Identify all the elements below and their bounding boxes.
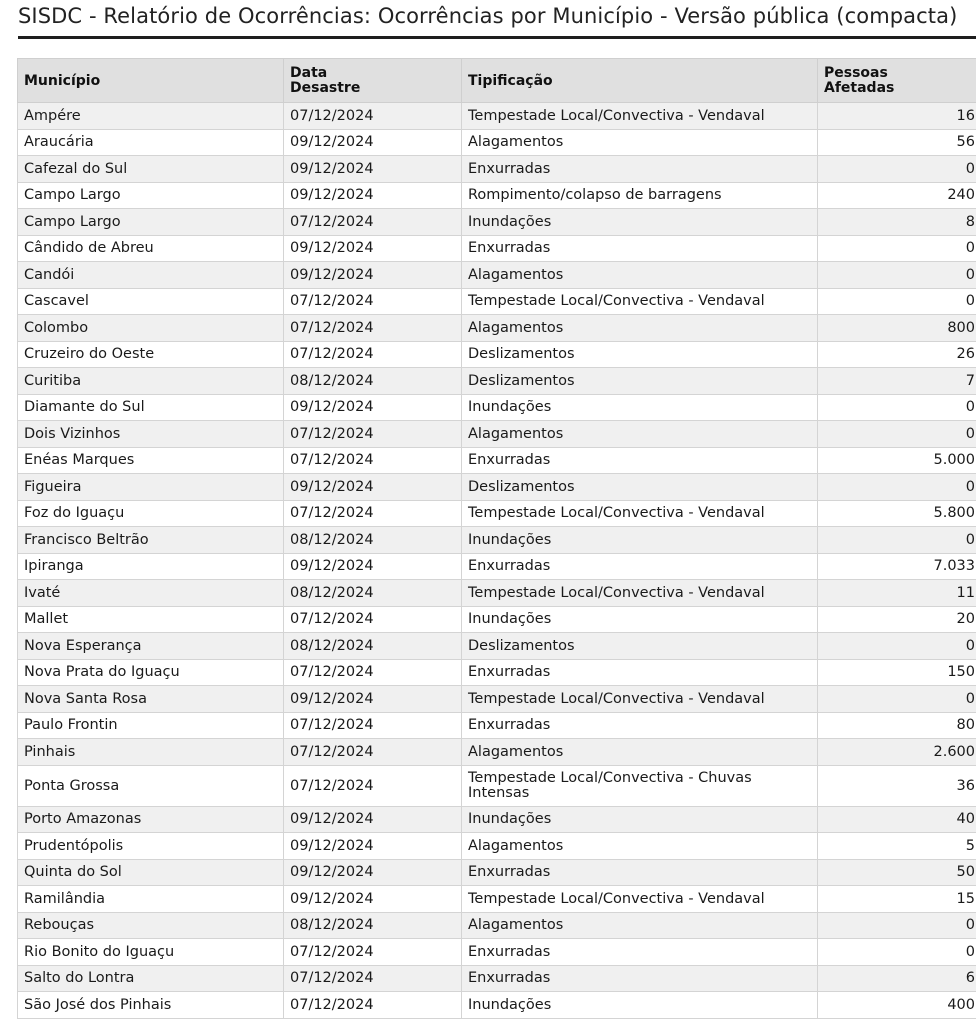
cell-tipificacao: Tempestade Local/Convectiva - Vendaval	[462, 288, 818, 315]
cell-pessoas: 0	[818, 939, 976, 966]
cell-pessoas: 0	[818, 421, 976, 448]
table-row	[18, 421, 976, 448]
cell-pessoas: 2.600	[818, 739, 976, 766]
table-body	[18, 103, 976, 1019]
table-row	[18, 859, 976, 886]
header-pessoas-line2: Afetadas	[824, 80, 895, 96]
cell-tipificacao: Inundações	[462, 992, 818, 1019]
table-header-row	[18, 59, 976, 103]
cell-tipificacao: Enxurradas	[462, 712, 818, 739]
cell-data: 07/12/2024	[284, 965, 462, 992]
cell-data: 07/12/2024	[284, 288, 462, 315]
cell-pessoas: 5.800	[818, 500, 976, 527]
cell-tipificacao: Inundações	[462, 806, 818, 833]
cell-data: 07/12/2024	[284, 606, 462, 633]
cell-municipio: Cândido de Abreu	[18, 235, 284, 262]
cell-municipio: Araucária	[18, 129, 284, 156]
cell-municipio: Colombo	[18, 315, 284, 342]
table-row	[18, 806, 976, 833]
cell-municipio: Salto do Lontra	[18, 965, 284, 992]
table-row	[18, 474, 976, 501]
table-row	[18, 315, 976, 342]
cell-pessoas: 40	[818, 806, 976, 833]
table-row	[18, 103, 976, 130]
cell-pessoas: 0	[818, 394, 976, 421]
cell-municipio: Diamante do Sul	[18, 394, 284, 421]
table-row	[18, 553, 976, 580]
cell-municipio: Cascavel	[18, 288, 284, 315]
cell-pessoas: 80	[818, 712, 976, 739]
table-row	[18, 992, 976, 1019]
cell-pessoas: 400	[818, 992, 976, 1019]
table-row	[18, 500, 976, 527]
cell-tipificacao: Enxurradas	[462, 447, 818, 474]
cell-tipificacao: Inundações	[462, 527, 818, 554]
table-row	[18, 368, 976, 395]
cell-data: 07/12/2024	[284, 421, 462, 448]
cell-data: 07/12/2024	[284, 447, 462, 474]
table-row	[18, 527, 976, 554]
table-row	[18, 262, 976, 289]
cell-municipio: Nova Santa Rosa	[18, 686, 284, 713]
cell-pessoas: 0	[818, 686, 976, 713]
cell-data: 09/12/2024	[284, 394, 462, 421]
table-row	[18, 156, 976, 183]
cell-pessoas: 50	[818, 859, 976, 886]
cell-pessoas: 0	[818, 262, 976, 289]
cell-data: 09/12/2024	[284, 859, 462, 886]
title-divider	[18, 36, 976, 39]
cell-data: 09/12/2024	[284, 553, 462, 580]
cell-pessoas: 56	[818, 129, 976, 156]
cell-data: 07/12/2024	[284, 939, 462, 966]
table-row	[18, 739, 976, 766]
cell-municipio: Candói	[18, 262, 284, 289]
cell-pessoas: 240	[818, 182, 976, 209]
cell-data: 08/12/2024	[284, 368, 462, 395]
cell-pessoas: 0	[818, 156, 976, 183]
header-pessoas-afetadas	[818, 59, 976, 103]
header-data-line1: Data	[290, 65, 328, 81]
cell-tipificacao: Rompimento/colapso de barragens	[462, 182, 818, 209]
cell-tipificacao: Inundações	[462, 394, 818, 421]
cell-tipificacao: Alagamentos	[462, 129, 818, 156]
cell-municipio: Cafezal do Sul	[18, 156, 284, 183]
cell-municipio: Porto Amazonas	[18, 806, 284, 833]
cell-pessoas: 26	[818, 341, 976, 368]
cell-tipificacao: Inundações	[462, 606, 818, 633]
cell-pessoas: 7.033	[818, 553, 976, 580]
cell-tipificacao: Deslizamentos	[462, 633, 818, 660]
cell-municipio: Francisco Beltrão	[18, 527, 284, 554]
header-pessoas-line1: Pessoas	[824, 65, 888, 81]
cell-data: 07/12/2024	[284, 765, 462, 806]
cell-tipificacao: Enxurradas	[462, 939, 818, 966]
cell-tipificacao: Tempestade Local/Convectiva - Vendaval	[462, 886, 818, 913]
cell-municipio: Ramilândia	[18, 886, 284, 913]
cell-municipio: Dois Vizinhos	[18, 421, 284, 448]
cell-pessoas: 8	[818, 209, 976, 236]
cell-data: 09/12/2024	[284, 235, 462, 262]
cell-pessoas: 15	[818, 886, 976, 913]
cell-pessoas: 0	[818, 912, 976, 939]
cell-municipio: Ivaté	[18, 580, 284, 607]
cell-tipificacao: Enxurradas	[462, 965, 818, 992]
occurrences-table	[17, 58, 976, 1019]
table-row	[18, 182, 976, 209]
cell-pessoas: 0	[818, 474, 976, 501]
cell-pessoas: 20	[818, 606, 976, 633]
cell-municipio: Ponta Grossa	[18, 765, 284, 806]
cell-pessoas: 11	[818, 580, 976, 607]
table-row	[18, 765, 976, 806]
cell-data: 07/12/2024	[284, 739, 462, 766]
cell-municipio: Pinhais	[18, 739, 284, 766]
cell-tipificacao: Enxurradas	[462, 235, 818, 262]
table-row	[18, 394, 976, 421]
cell-pessoas: 36	[818, 765, 976, 806]
cell-pessoas: 800	[818, 315, 976, 342]
table-row	[18, 209, 976, 236]
cell-data: 08/12/2024	[284, 633, 462, 660]
table-row	[18, 580, 976, 607]
cell-data: 07/12/2024	[284, 209, 462, 236]
cell-tipificacao: Tempestade Local/Convectiva - Vendaval	[462, 103, 818, 130]
cell-municipio: Paulo Frontin	[18, 712, 284, 739]
cell-data: 07/12/2024	[284, 659, 462, 686]
cell-data: 09/12/2024	[284, 129, 462, 156]
cell-tipificacao: Deslizamentos	[462, 368, 818, 395]
cell-municipio: Rebouças	[18, 912, 284, 939]
header-tipificacao: Tipificação	[462, 59, 818, 103]
cell-municipio: Nova Prata do Iguaçu	[18, 659, 284, 686]
cell-tipificacao: Tempestade Local/Convectiva - Vendaval	[462, 686, 818, 713]
cell-tipificacao: Deslizamentos	[462, 474, 818, 501]
cell-tipificacao: Inundações	[462, 209, 818, 236]
header-municipio: Município	[18, 59, 284, 103]
cell-tipificacao: Alagamentos	[462, 833, 818, 860]
table-row	[18, 288, 976, 315]
header-data-desastre	[284, 59, 462, 103]
cell-pessoas: 7	[818, 368, 976, 395]
page-title: SISDC - Relatório de Ocorrências: Ocorrências por Município - Versão pública (compacta)	[18, 4, 958, 28]
cell-pessoas: 150	[818, 659, 976, 686]
cell-tipificacao: Tempestade Local/Convectiva - Chuvas Intensas	[462, 765, 818, 806]
cell-tipificacao: Alagamentos	[462, 739, 818, 766]
cell-tipificacao: Enxurradas	[462, 659, 818, 686]
table-row	[18, 235, 976, 262]
cell-municipio: São José dos Pinhais	[18, 992, 284, 1019]
cell-municipio: Enéas Marques	[18, 447, 284, 474]
cell-municipio: Campo Largo	[18, 182, 284, 209]
cell-data: 09/12/2024	[284, 833, 462, 860]
table-row	[18, 833, 976, 860]
cell-data: 07/12/2024	[284, 712, 462, 739]
cell-data: 09/12/2024	[284, 806, 462, 833]
cell-tipificacao: Alagamentos	[462, 421, 818, 448]
table-row	[18, 633, 976, 660]
cell-tipificacao: Alagamentos	[462, 262, 818, 289]
cell-data: 07/12/2024	[284, 500, 462, 527]
cell-data: 09/12/2024	[284, 686, 462, 713]
table-row	[18, 129, 976, 156]
cell-municipio: Mallet	[18, 606, 284, 633]
cell-data: 08/12/2024	[284, 527, 462, 554]
cell-tipificacao: Deslizamentos	[462, 341, 818, 368]
cell-municipio: Rio Bonito do Iguaçu	[18, 939, 284, 966]
cell-tipificacao: Enxurradas	[462, 156, 818, 183]
cell-pessoas: 0	[818, 288, 976, 315]
cell-tipificacao: Enxurradas	[462, 553, 818, 580]
cell-pessoas: 0	[818, 633, 976, 660]
cell-pessoas: 6	[818, 965, 976, 992]
cell-municipio: Campo Largo	[18, 209, 284, 236]
cell-tipificacao: Tempestade Local/Convectiva - Vendaval	[462, 580, 818, 607]
cell-municipio: Foz do Iguaçu	[18, 500, 284, 527]
cell-data: 08/12/2024	[284, 912, 462, 939]
table-row	[18, 939, 976, 966]
cell-pessoas: 16	[818, 103, 976, 130]
cell-municipio: Ampére	[18, 103, 284, 130]
cell-data: 09/12/2024	[284, 182, 462, 209]
cell-pessoas: 0	[818, 527, 976, 554]
table-row	[18, 659, 976, 686]
cell-tipificacao: Alagamentos	[462, 912, 818, 939]
table-row	[18, 886, 976, 913]
cell-municipio: Prudentópolis	[18, 833, 284, 860]
cell-municipio: Figueira	[18, 474, 284, 501]
table-row	[18, 447, 976, 474]
cell-data: 09/12/2024	[284, 474, 462, 501]
table-row	[18, 712, 976, 739]
cell-tipificacao: Alagamentos	[462, 315, 818, 342]
cell-tipificacao: Tempestade Local/Convectiva - Vendaval	[462, 500, 818, 527]
cell-data: 07/12/2024	[284, 992, 462, 1019]
header-data-line2: Desastre	[290, 80, 361, 96]
table-row	[18, 912, 976, 939]
table-row	[18, 965, 976, 992]
cell-data: 07/12/2024	[284, 315, 462, 342]
cell-pessoas: 5.000	[818, 447, 976, 474]
cell-pessoas: 5	[818, 833, 976, 860]
table-row	[18, 686, 976, 713]
cell-data: 07/12/2024	[284, 341, 462, 368]
table-row	[18, 341, 976, 368]
cell-data: 09/12/2024	[284, 262, 462, 289]
cell-municipio: Nova Esperança	[18, 633, 284, 660]
table-row	[18, 606, 976, 633]
cell-data: 08/12/2024	[284, 580, 462, 607]
cell-pessoas: 0	[818, 235, 976, 262]
cell-municipio: Curitiba	[18, 368, 284, 395]
cell-municipio: Cruzeiro do Oeste	[18, 341, 284, 368]
cell-data: 09/12/2024	[284, 886, 462, 913]
cell-data: 07/12/2024	[284, 103, 462, 130]
cell-tipificacao: Enxurradas	[462, 859, 818, 886]
cell-data: 09/12/2024	[284, 156, 462, 183]
cell-municipio: Quinta do Sol	[18, 859, 284, 886]
cell-municipio: Ipiranga	[18, 553, 284, 580]
